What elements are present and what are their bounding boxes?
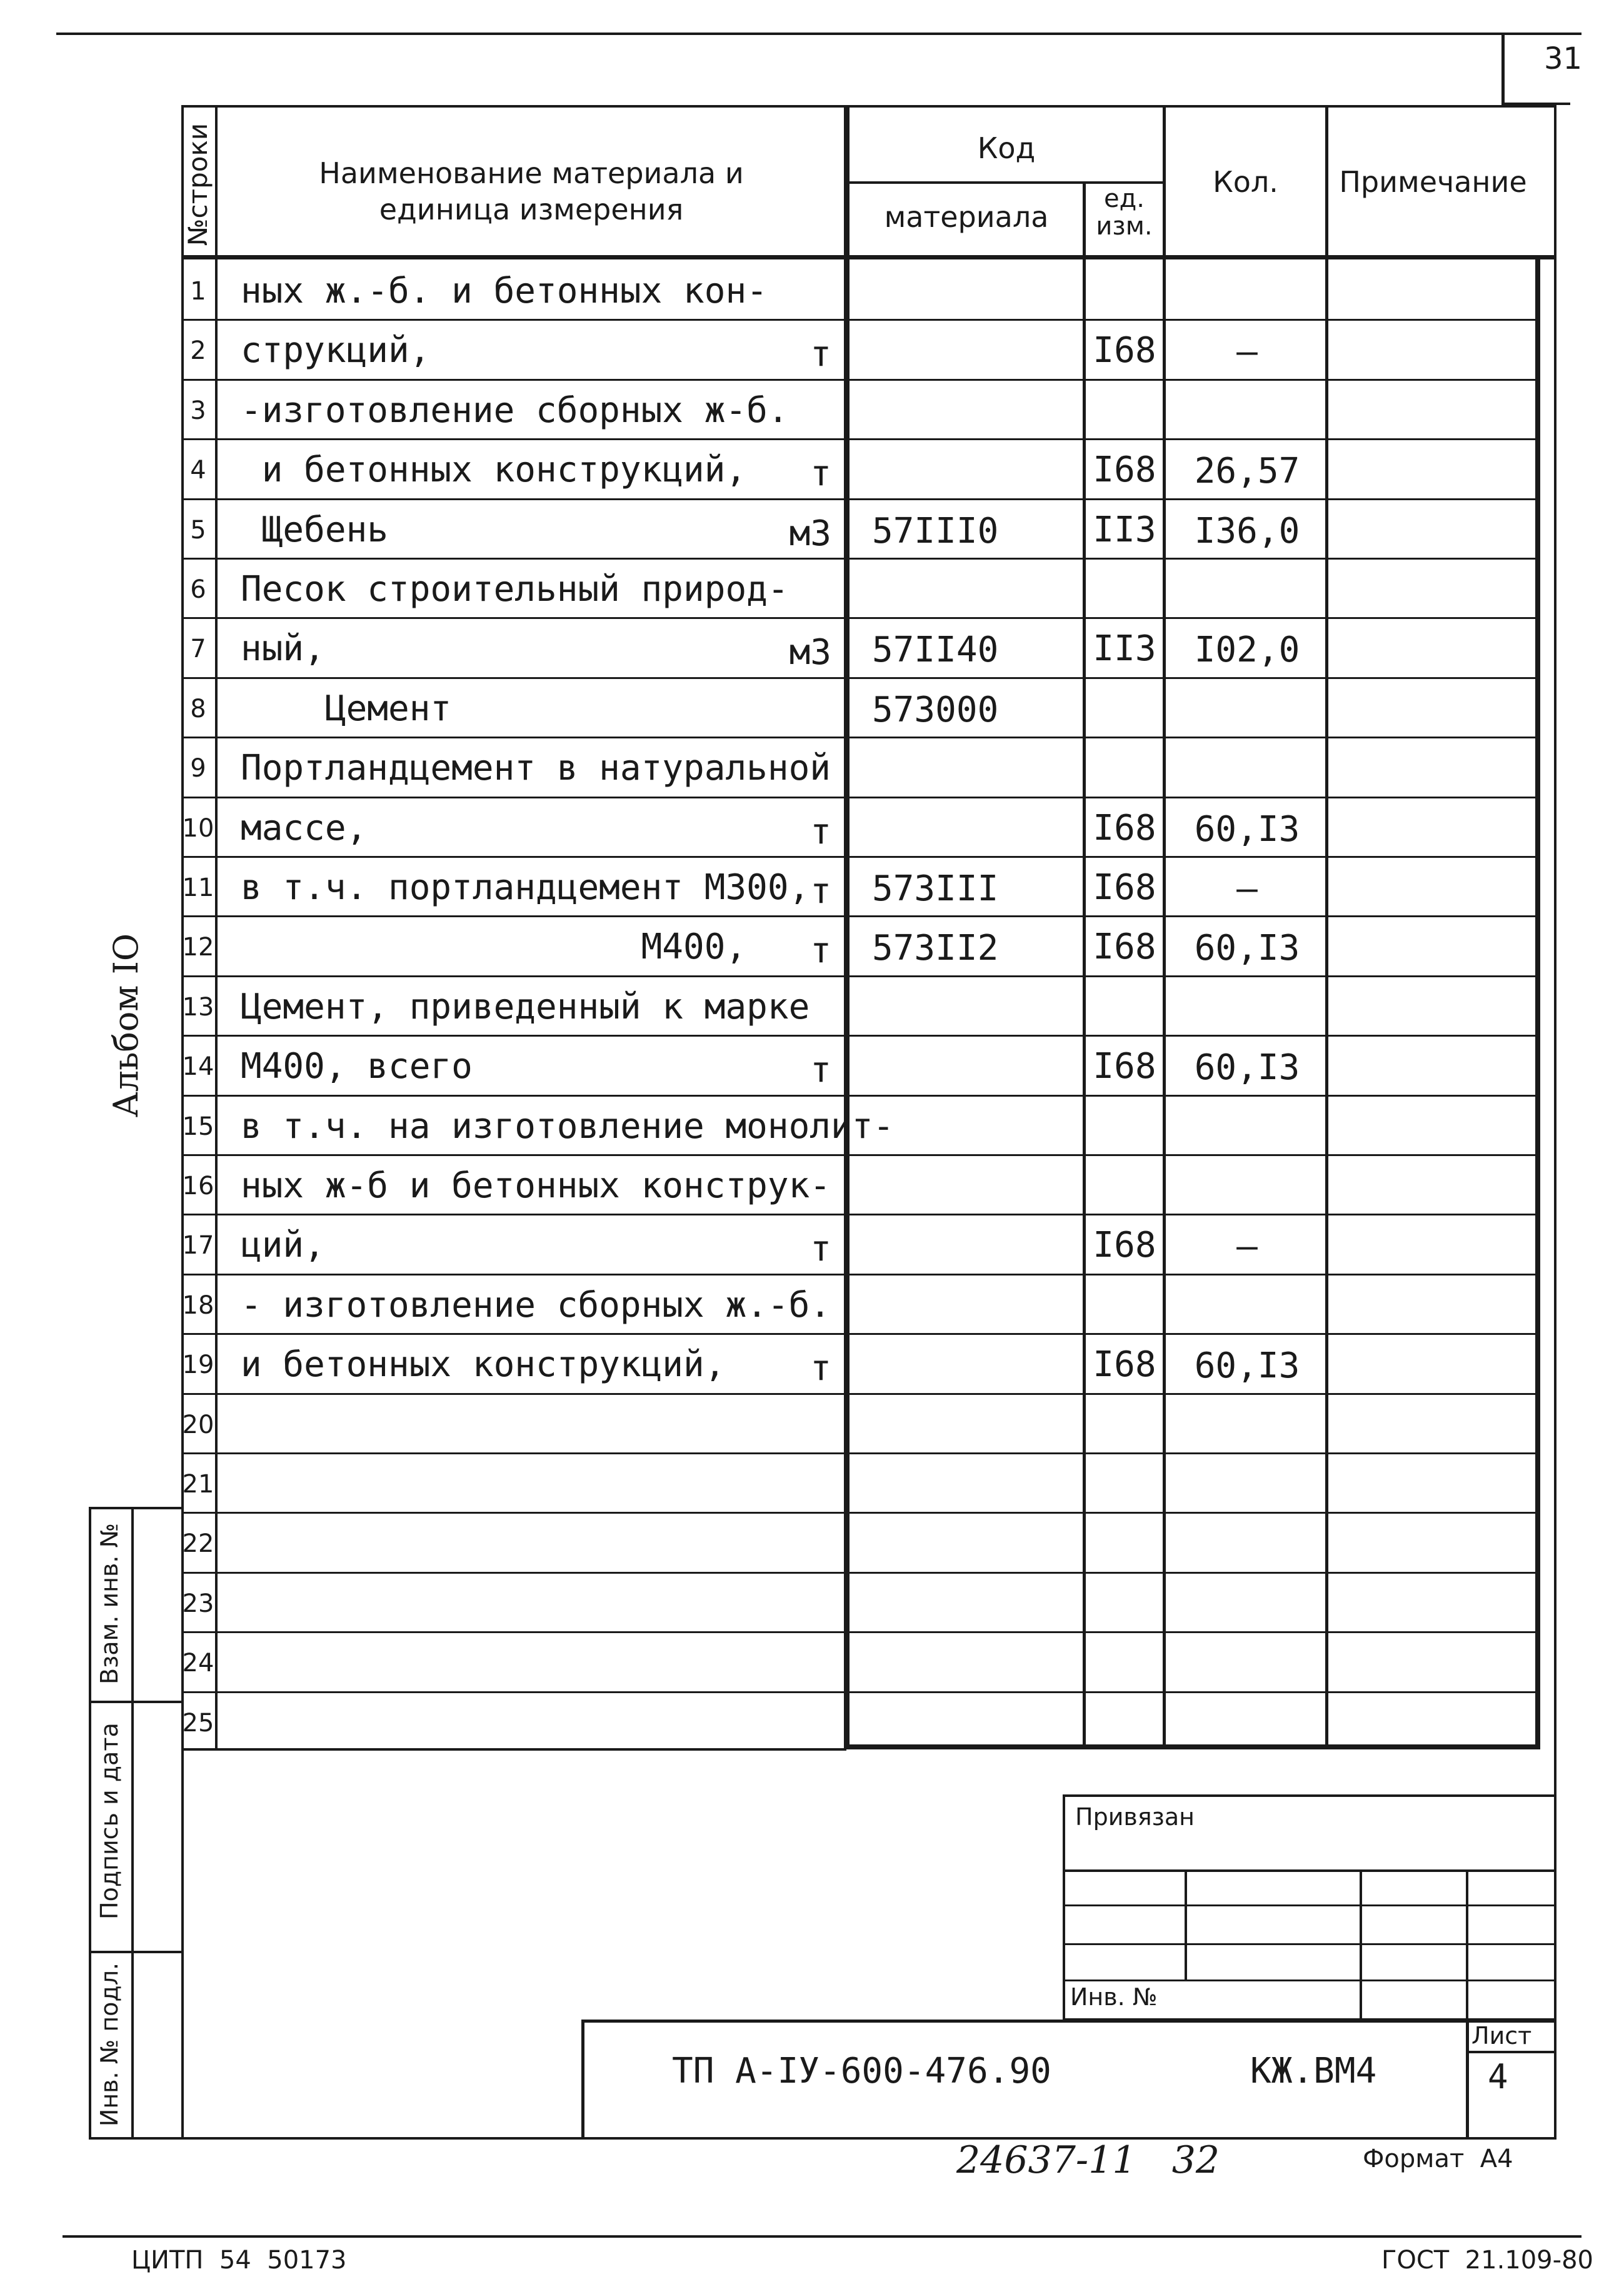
stamp-list-rule	[1466, 2051, 1556, 2053]
header-code: Код	[977, 131, 1036, 165]
row-rule	[181, 1512, 1538, 1514]
header-unit: ед. изм.	[1096, 184, 1153, 241]
row-name: Цемент, приведенный к марке	[241, 986, 810, 1027]
side-strip-rule-1	[89, 1701, 184, 1703]
row-number: 10	[182, 813, 214, 843]
row-number: 23	[182, 1589, 214, 1618]
stamp-mark: КЖ.ВМ4	[1250, 2051, 1377, 2091]
row-number: 22	[182, 1529, 214, 1559]
row-quantity: –	[1236, 331, 1258, 373]
row-unit-suffix: м3	[789, 513, 831, 554]
header-row-number: №строки	[183, 123, 213, 246]
row-name: Песок строительный природ-	[241, 569, 789, 610]
row-rule	[181, 915, 1538, 917]
col-rownum-divider	[215, 105, 218, 1749]
side-strip-divider	[131, 1507, 134, 2140]
row-rule	[181, 737, 1538, 738]
code-subheader-rule	[844, 181, 1164, 184]
header-qty: Кол.	[1213, 165, 1278, 199]
row-number: 8	[190, 694, 206, 723]
stamp-list-number: 4	[1488, 2057, 1508, 2096]
row-unit-code: I68	[1093, 807, 1156, 848]
top-rule	[56, 33, 1581, 35]
row-name: -изготовление сборных ж-б.	[241, 390, 789, 431]
stamp-list-divider	[1466, 2020, 1469, 2140]
row-quantity: 26,57	[1194, 451, 1300, 492]
row-unit-suffix: т	[810, 1229, 831, 1270]
row-number: 2	[190, 336, 206, 366]
row-rule	[181, 1393, 1538, 1395]
row-name: ных ж.-б. и бетонных кон-	[241, 271, 768, 311]
side-inv-podl-label: Инв. № подл.	[96, 1962, 123, 2127]
row-unit-code: II3	[1093, 628, 1156, 670]
row-number: 24	[182, 1649, 214, 1678]
side-vzam-label: Взам. инв. №	[96, 1523, 123, 1685]
header-bottom-rule	[181, 255, 1556, 259]
row-quantity: I02,0	[1194, 630, 1300, 671]
row-rule	[181, 1035, 1538, 1037]
row-number: 20	[182, 1410, 214, 1439]
col-unit-divider	[1163, 105, 1166, 1749]
row-unit-suffix: т	[810, 1348, 831, 1389]
row-number: 4	[190, 456, 206, 485]
row-rule	[181, 319, 1538, 321]
stamp-privyazan: Привязан	[1075, 1803, 1195, 1831]
row-name: ций,	[241, 1225, 325, 1266]
row-unit-code: I68	[1093, 1225, 1156, 1266]
row-quantity: 60,I3	[1194, 1346, 1300, 1387]
row-quantity: 60,I3	[1194, 928, 1300, 969]
row-name: струкций,	[241, 330, 431, 371]
row-number: 18	[182, 1290, 214, 1320]
col-material-divider	[1083, 183, 1086, 1749]
row-name: в т.ч. на изготовление монолит-	[241, 1105, 895, 1147]
row-rule	[181, 558, 1538, 560]
row-rule	[181, 1214, 1538, 1215]
page-number: 31	[1544, 41, 1583, 76]
format-label: Формат А4	[1363, 2145, 1513, 2173]
gost-code: ГОСТ 21.109-80	[1381, 2246, 1593, 2275]
stamp-inv-no: Инв. №	[1070, 1983, 1158, 2011]
row-number: 1	[190, 277, 206, 306]
row-number: 19	[182, 1351, 214, 1380]
row-quantity: –	[1236, 868, 1258, 909]
row-material-code: 573II2	[872, 928, 999, 969]
row-rule	[181, 797, 1538, 798]
row-unit-suffix: т	[810, 871, 831, 912]
row-unit-code: II3	[1093, 509, 1156, 550]
row-number: 6	[190, 575, 206, 604]
row-rule	[181, 1631, 1538, 1633]
row-number: 12	[182, 933, 214, 962]
header-material: материала	[884, 200, 1049, 234]
row-name: М400,	[241, 927, 747, 968]
page-number-divider	[1501, 33, 1505, 104]
row-number: 15	[182, 1112, 214, 1141]
row-unit-code: I68	[1093, 1046, 1156, 1087]
header-name: Наименование материала и единица измерения	[319, 156, 744, 226]
row-unit-suffix: т	[810, 334, 831, 375]
row-unit-suffix: т	[810, 811, 831, 852]
row-number: 7	[190, 635, 206, 664]
stamp-col-2	[1360, 1869, 1362, 2020]
row-number: 13	[182, 992, 214, 1022]
row-rule	[181, 617, 1538, 619]
row-quantity: 60,I3	[1194, 1047, 1300, 1089]
side-podpis-label: Подпись и дата	[96, 1723, 123, 1919]
stamp-rule-2	[1063, 1904, 1556, 1906]
row-quantity: 60,I3	[1194, 808, 1300, 850]
row-rule	[181, 975, 1538, 977]
stamp-rule-3	[1063, 1943, 1556, 1945]
row-rule	[181, 379, 1538, 381]
row-name: ный,	[241, 628, 325, 670]
stamp-col-3	[1466, 1869, 1468, 2020]
row-unit-code: I68	[1093, 450, 1156, 491]
row-unit-suffix: т	[810, 1050, 831, 1091]
row-material-code: 573III	[872, 868, 999, 909]
row-unit-code: I68	[1093, 1344, 1156, 1386]
row-rule	[181, 1333, 1538, 1335]
row-name: в т.ч. портландцемент М300,	[241, 867, 810, 908]
row-unit-code: I68	[1093, 927, 1156, 968]
citp-code: ЦИТП 54 50173	[131, 2246, 347, 2275]
row-number: 16	[182, 1172, 214, 1200]
row-name: Щебень	[241, 509, 389, 550]
row-rule	[181, 498, 1538, 500]
stamp-col-1	[1185, 1869, 1187, 1981]
row-number: 25	[182, 1708, 214, 1738]
row-name: ных ж-б и бетонных конструк-	[241, 1165, 831, 1206]
album-label: Альбом IO	[106, 933, 146, 1118]
row-quantity: I36,0	[1194, 510, 1300, 551]
row-material-code: 57III0	[872, 510, 999, 551]
col-name-divider	[844, 105, 850, 1749]
row-name: и бетонных конструкций,	[241, 1344, 726, 1386]
row-unit-suffix: т	[810, 930, 831, 972]
stamp-rule-4	[1063, 1980, 1556, 1981]
row-number: 21	[182, 1470, 214, 1499]
row-name: - изготовление сборных ж.-б.	[241, 1284, 831, 1326]
table-bottom-rule	[844, 1744, 1540, 1749]
row-rule	[181, 1154, 1538, 1156]
row-unit-suffix: т	[810, 453, 831, 495]
row-number: 11	[182, 873, 214, 902]
stamp-list-label: Лист	[1471, 2022, 1532, 2050]
row-name: и бетонных конструкций,	[241, 450, 747, 491]
row-number: 9	[190, 754, 206, 783]
row-rule	[181, 856, 1538, 858]
row-rule	[181, 1274, 1538, 1275]
row-unit-code: I68	[1093, 867, 1156, 908]
row-quantity: –	[1236, 1226, 1258, 1267]
row-name: Портландцемент в натуральной	[241, 748, 831, 789]
row-rule	[181, 1691, 1538, 1693]
row-rule	[181, 1452, 1538, 1454]
stamp-doc-code: ТП А-IУ-600-476.90	[672, 2051, 1051, 2091]
row-material-code: 57II40	[872, 630, 999, 671]
row-name: Цемент	[241, 688, 452, 729]
row-rule	[181, 438, 1538, 440]
header-note: Примечание	[1339, 165, 1527, 199]
table-right-thick	[1535, 255, 1540, 1749]
table-bottom-thin	[181, 1748, 846, 1751]
row-rule	[181, 1095, 1538, 1097]
row-number: 3	[190, 396, 206, 425]
row-number: 5	[190, 515, 206, 545]
col-qty-divider	[1325, 105, 1328, 1749]
row-rule	[181, 1572, 1538, 1574]
row-name: М400, всего	[241, 1046, 473, 1087]
row-unit-suffix: м3	[789, 632, 831, 673]
stamp-rule-1	[1063, 1869, 1556, 1872]
row-number: 14	[182, 1052, 214, 1082]
row-rule	[181, 677, 1538, 679]
row-number: 17	[182, 1231, 214, 1260]
bottom-rule	[63, 2235, 1581, 2238]
row-material-code: 573000	[872, 689, 999, 730]
handwritten-number: 24637-11 32	[956, 2138, 1220, 2182]
row-name: массе,	[241, 807, 368, 848]
row-unit-code: I68	[1093, 330, 1156, 371]
